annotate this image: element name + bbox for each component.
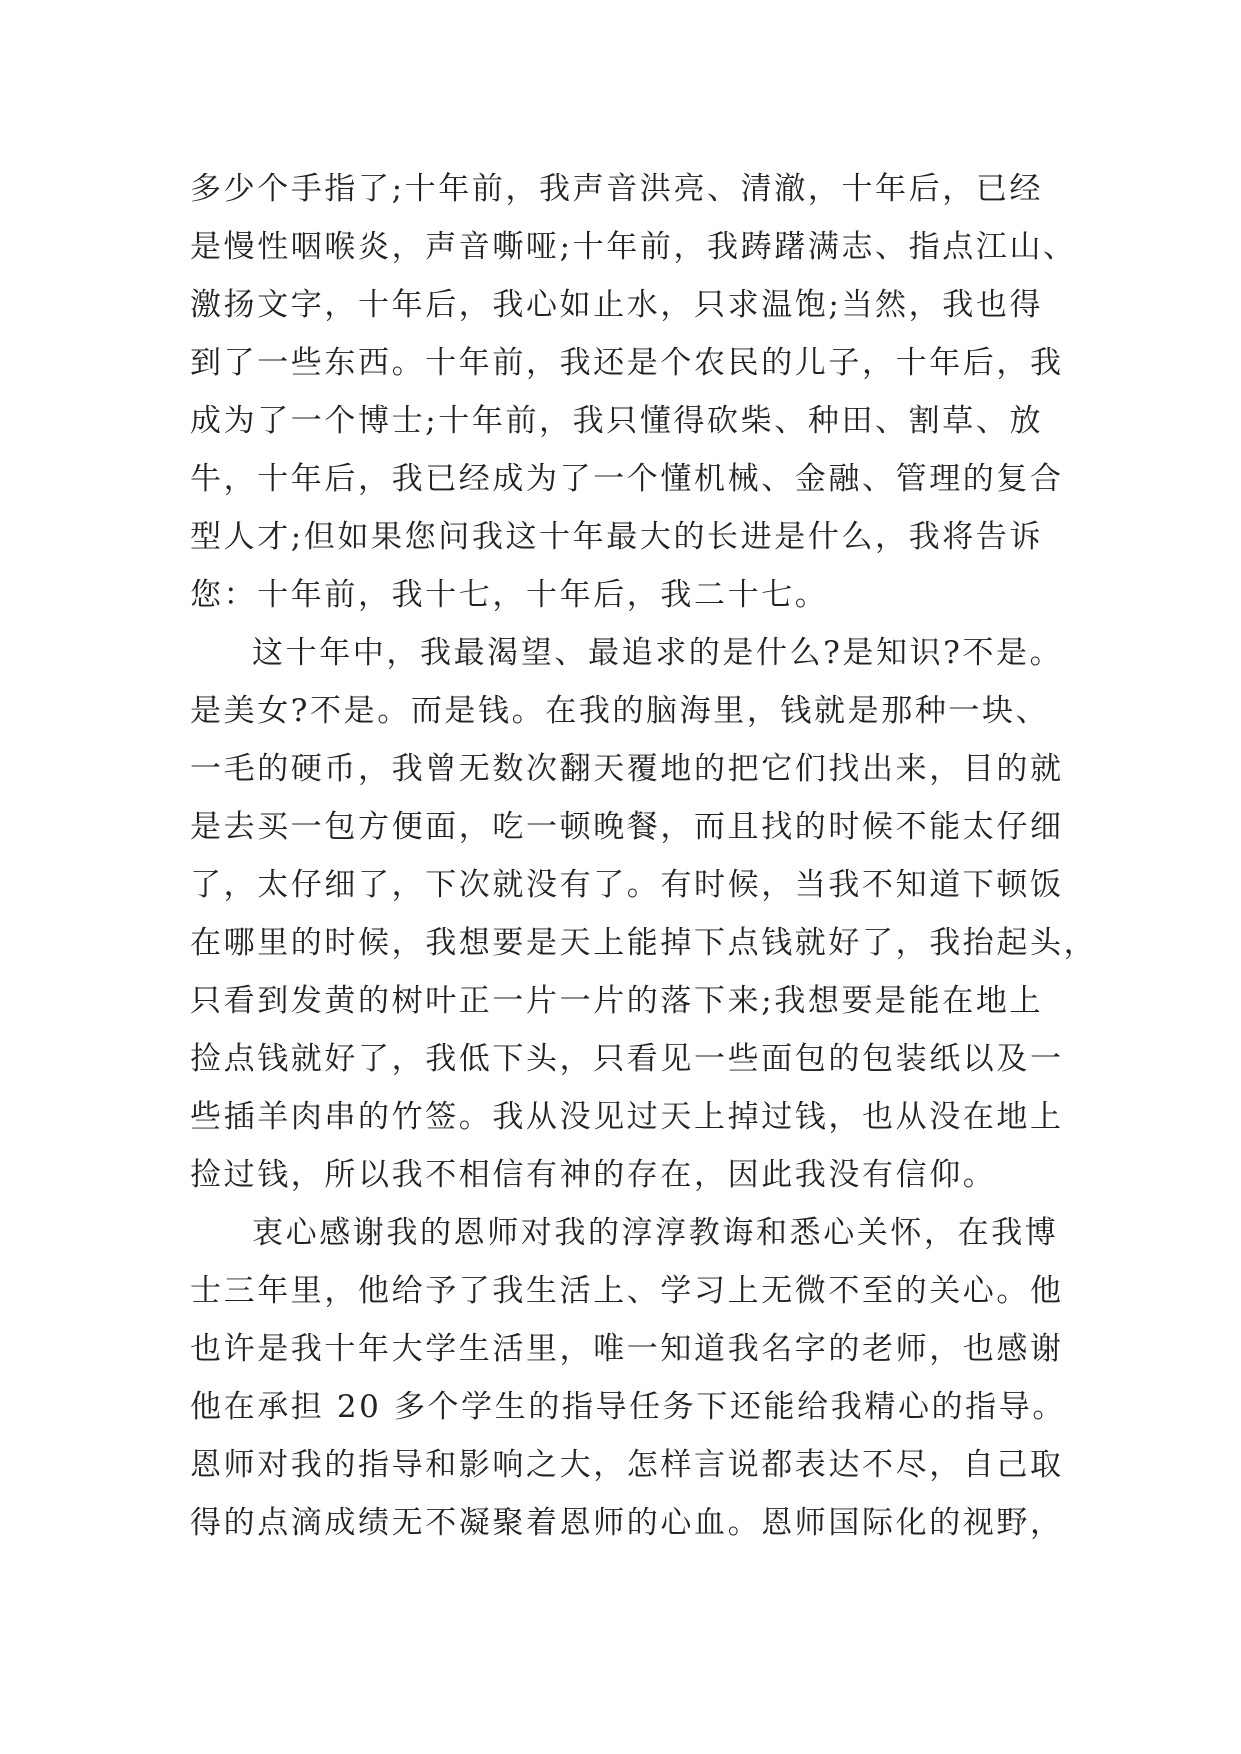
text-line: 一毛的硬币，我曾无数次翻天覆地的把它们找出来，目的就 xyxy=(190,751,1064,787)
text-line: 是美女?不是。而是钱。在我的脑海里，钱就是那种一块、 xyxy=(190,693,1050,729)
text-line: 了，太仔细了，下次就没有了。有时候，当我不知道下顿饭 xyxy=(190,867,1064,903)
text-line: 是去买一包方便面，吃一顿晚餐，而且找的时候不能太仔细 xyxy=(190,809,1064,845)
text-line: 型人才;但如果您问我这十年最大的长进是什么，我将告诉 xyxy=(190,519,1044,555)
text-line: 是慢性咽喉炎，声音嘶哑;十年前，我踌躇满志、指点江山、 xyxy=(190,229,1077,265)
text-line: 成为了一个博士;十年前，我只懂得砍柴、种田、割草、放 xyxy=(190,403,1044,439)
text-line: 捡过钱，所以我不相信有神的存在，因此我没有信仰。 xyxy=(190,1157,997,1193)
text-line: 牛，十年后，我已经成为了一个懂机械、金融、管理的复合 xyxy=(190,461,1064,497)
text-line: 您：十年前，我十七，十年后，我二十七。 xyxy=(190,577,829,613)
body-text xyxy=(190,160,1098,1552)
text-line: 只看到发黄的树叶正一片一片的落下来;我想要是能在地上 xyxy=(190,983,1044,1019)
text-line: 激扬文字，十年后，我心如止水，只求温饱;当然，我也得 xyxy=(190,287,1044,323)
text-line: 得的点滴成绩无不凝聚着恩师的心血。恩师国际化的视野， xyxy=(190,1505,1064,1541)
text-line: 他在承担 20 多个学生的指导任务下还能给我精心的指导。 xyxy=(190,1389,1066,1425)
text-line: 士三年里，他给予了我生活上、学习上无微不至的关心。他 xyxy=(190,1273,1064,1309)
text-line: 恩师对我的指导和影响之大，怎样言说都表达不尽，自己取 xyxy=(190,1447,1064,1483)
text-line: 到了一些东西。十年前，我还是个农民的儿子，十年后，我 xyxy=(190,345,1064,381)
text-line: 这十年中，我最渴望、最追求的是什么?是知识?不是。 xyxy=(252,635,1064,671)
text-line: 衷心感谢我的恩师对我的淳淳教诲和悉心关怀，在我博 xyxy=(252,1215,1059,1251)
text-line: 在哪里的时候，我想要是天上能掉下点钱就好了，我抬起头， xyxy=(190,925,1098,961)
text-line: 些插羊肉串的竹签。我从没见过天上掉过钱，也从没在地上 xyxy=(190,1099,1064,1135)
text-line: 多少个手指了;十年前，我声音洪亮、清澈，十年后，已经 xyxy=(190,171,1044,207)
text-line: 捡点钱就好了，我低下头，只看见一些面包的包装纸以及一 xyxy=(190,1041,1064,1077)
text-line: 也许是我十年大学生活里，唯一知道我名字的老师，也感谢 xyxy=(190,1331,1064,1367)
